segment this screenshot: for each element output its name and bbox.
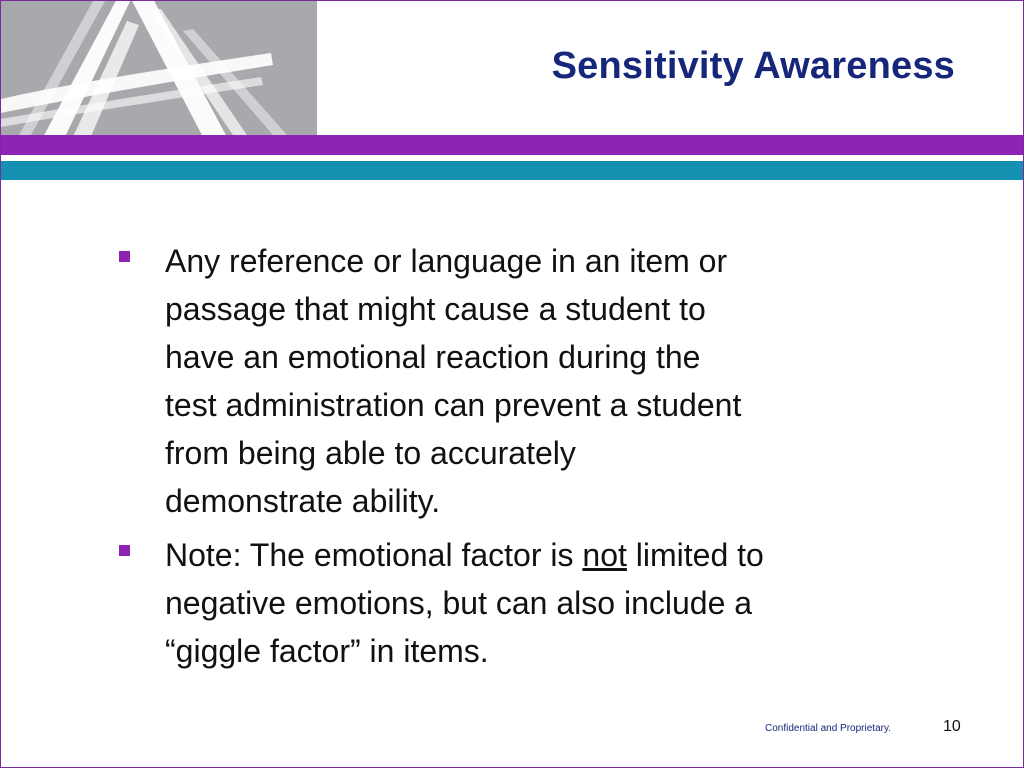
bullet-line [165, 531, 919, 579]
purple-divider-bar [1, 135, 1024, 155]
letter-a-brush-logo-icon [1, 1, 317, 135]
bullet-item [119, 531, 919, 675]
bullet-line: have an emotional reaction during the [165, 339, 701, 375]
teal-divider-bar [1, 161, 1024, 180]
logo-a-icon [1, 1, 317, 135]
page-number: 10 [943, 718, 961, 735]
square-bullet-icon [119, 545, 130, 556]
bullet-line: test administration can prevent a student [165, 387, 742, 423]
bullet-text-segment: limited to [626, 537, 764, 573]
bullet-line: “giggle factor” in items. [165, 633, 489, 669]
bullet-line: Any reference or language in an item or [165, 243, 728, 279]
square-bullet-icon [119, 251, 130, 262]
bullet-list [119, 237, 919, 681]
bullet-line: from being able to accurately [165, 435, 576, 471]
slide-title: Sensitivity Awareness [551, 45, 955, 87]
bullet-line: passage that might cause a student to [165, 291, 706, 327]
footer-confidential-text: Confidential and Proprietary. [765, 723, 891, 734]
bullet-text-segment: Note: The emotional factor is [165, 537, 583, 573]
bullet-item [119, 237, 919, 525]
bullet-line: demonstrate ability. [165, 483, 441, 519]
bullet-line: negative emotions, but can also include a [165, 585, 753, 621]
emphasis-underlined-text: not [582, 537, 627, 573]
